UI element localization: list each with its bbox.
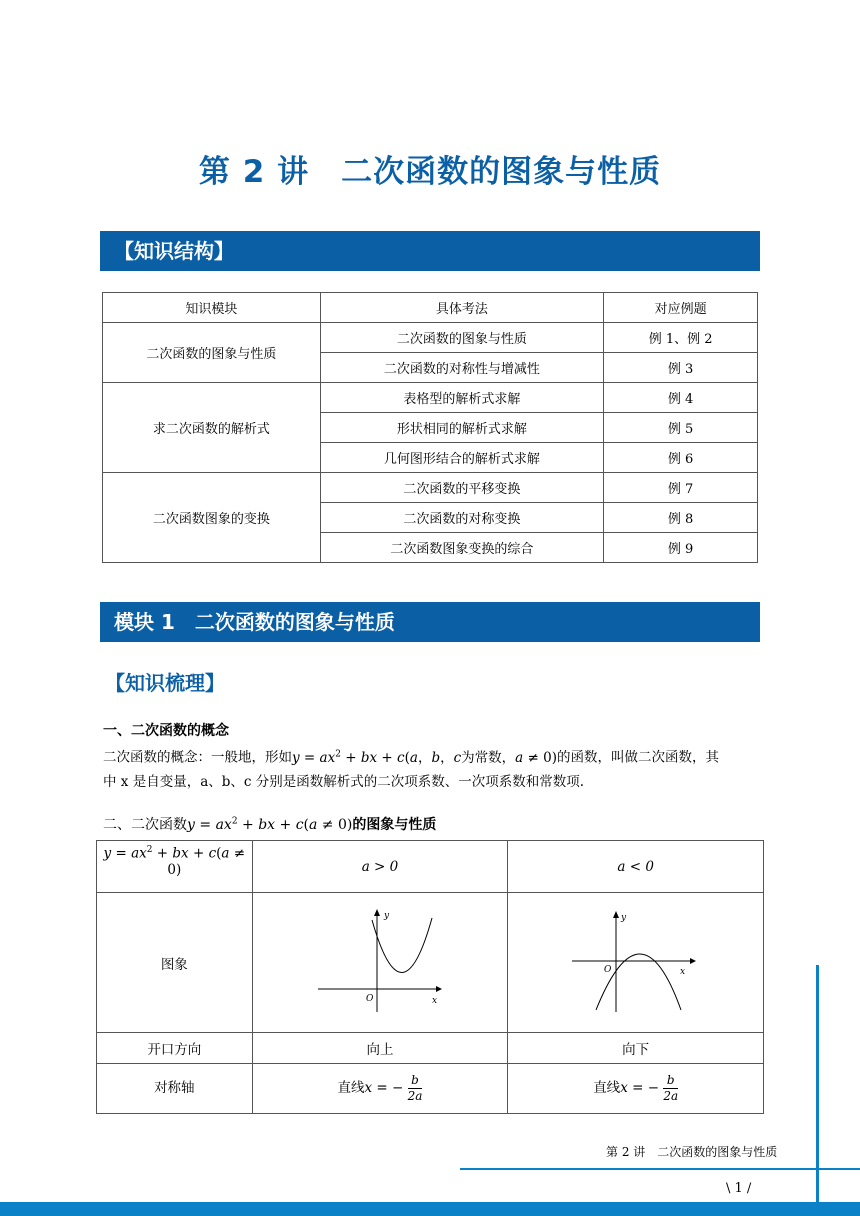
graph-heading-text: 二、二次函数: [103, 817, 187, 833]
formula-general: $y = ax^2$ + bx + c(a，b，c为常数，a ≠ 0): [292, 749, 557, 766]
parabola-up-graph: [310, 906, 450, 1016]
method-cell: 二次函数的对称变换: [320, 503, 604, 533]
opening-up: 向上: [252, 1033, 508, 1064]
table-header: 对应例题: [604, 293, 758, 323]
axis-x: x = −: [364, 1080, 404, 1096]
concept-text: 中 x 是自变量，a、b、c 分别是函数解析式的二次项系数、一次项系数和常数项.: [103, 773, 585, 790]
method-cell: 形状相同的解析式求解: [320, 413, 604, 443]
footer-line: [460, 1168, 860, 1170]
module-cell: 求二次函数的解析式: [103, 383, 321, 473]
method-cell: 表格型的解析式求解: [320, 383, 604, 413]
method-cell: 二次函数的图象与性质: [320, 323, 604, 353]
row-label-graph: 图象: [97, 893, 253, 1033]
x-axis-label: x: [431, 995, 438, 1006]
graph-heading-text: 的图象与性质: [352, 817, 437, 833]
axis-prefix: 直线: [593, 1080, 621, 1096]
formula-heading: $y = ax^2$ + bx + c(a ≠ 0): [187, 816, 353, 833]
y-axis-label: y: [383, 910, 390, 921]
method-cell: 二次函数的对称性与增减性: [320, 353, 604, 383]
col-header-a-neg: a < 0: [508, 841, 764, 893]
method-cell: 几何图形结合的解析式求解: [320, 443, 604, 473]
page-number: \ 1 /: [726, 1181, 752, 1196]
example-cell: 例 9: [604, 533, 758, 563]
table-row: [97, 1033, 764, 1064]
example-cell: 例 4: [604, 383, 758, 413]
axis-cell-neg: [508, 1064, 764, 1114]
footer-title: 第 2 讲 二次函数的图象与性质: [606, 1145, 778, 1159]
table-row: [103, 473, 758, 503]
table-row: [103, 383, 758, 413]
row-label-opening: 开口方向: [97, 1033, 253, 1064]
origin-label: O: [365, 993, 374, 1004]
x-axis-label: x: [679, 966, 685, 977]
example-cell: 例 6: [604, 443, 758, 473]
formula-cell: $y = ax^2$ + bx + c(a ≠ 0): [97, 841, 253, 893]
sub-heading: 【知识梳理】: [105, 671, 225, 695]
example-cell: 例 8: [604, 503, 758, 533]
axis-fraction: $\frac{b}{2a}$: [407, 1073, 423, 1103]
axis-x: x = −: [620, 1080, 660, 1096]
concept-text: 二次函数的概念：一般地，形如: [103, 749, 292, 766]
axis-cell-pos: [252, 1064, 508, 1114]
example-cell: 例 1、例 2: [604, 323, 758, 353]
concept-heading: 一、二次函数的概念: [103, 723, 229, 739]
row-label-axis: 对称轴: [97, 1064, 253, 1114]
origin-label: O: [603, 964, 612, 975]
graph-cell-up: [252, 893, 508, 1033]
graph-heading: [103, 814, 436, 834]
page-title: 第 2 讲 二次函数的图象与性质: [198, 154, 662, 190]
table-row: [97, 893, 764, 1033]
opening-down: 向下: [508, 1033, 764, 1064]
table-row: [103, 323, 758, 353]
method-cell: 二次函数的平移变换: [320, 473, 604, 503]
concept-text: 的函数，叫做二次函数，其: [556, 749, 719, 766]
example-cell: 例 3: [604, 353, 758, 383]
graph-properties-table: [96, 840, 764, 1114]
parabola-down-graph: [566, 906, 706, 1016]
axis-fraction: $\frac{b}{2a}$: [663, 1073, 679, 1103]
module-cell: 二次函数图象的变换: [103, 473, 321, 563]
graph-cell-down: [508, 893, 764, 1033]
table-row: [97, 841, 764, 893]
table-header: 具体考法: [320, 293, 604, 323]
module-cell: 二次函数的图象与性质: [103, 323, 321, 383]
table-header-row: [103, 293, 758, 323]
table-header: 知识模块: [103, 293, 321, 323]
footer-bar: [0, 1202, 860, 1216]
table-row: [97, 1064, 764, 1114]
footer-vertical-line: [816, 965, 819, 1205]
axis-prefix: 直线: [337, 1080, 365, 1096]
concept-paragraph: [103, 742, 763, 794]
section-bar-knowledge-structure: 【知识结构】: [100, 231, 760, 271]
method-cell: 二次函数图象变换的综合: [320, 533, 604, 563]
knowledge-structure-table: [102, 292, 758, 563]
example-cell: 例 7: [604, 473, 758, 503]
example-cell: 例 5: [604, 413, 758, 443]
section-bar-module-1: 模块 1 二次函数的图象与性质: [100, 602, 760, 642]
y-axis-label: y: [620, 912, 626, 923]
col-header-a-pos: a > 0: [252, 841, 508, 893]
